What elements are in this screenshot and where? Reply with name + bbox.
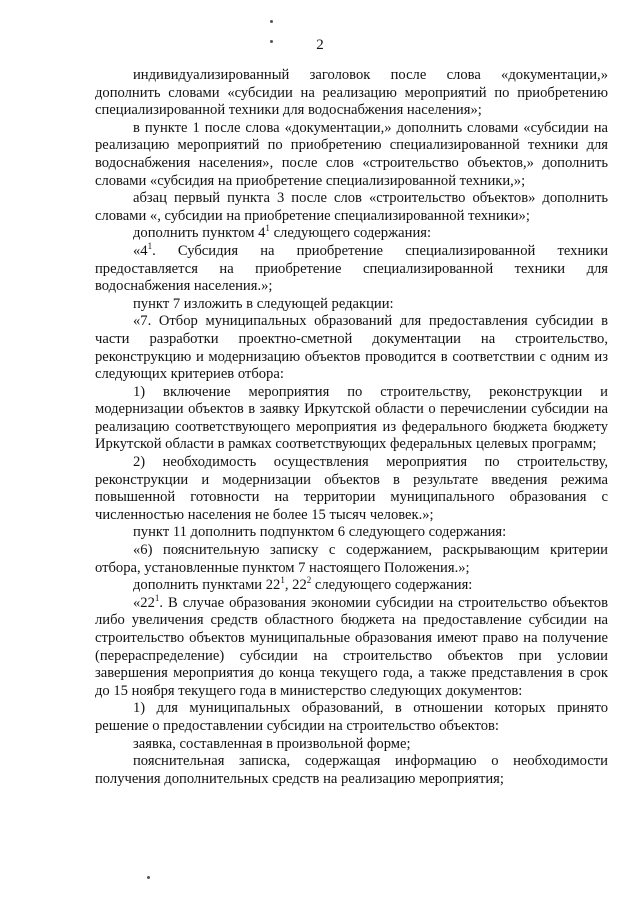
scan-speck [147, 876, 150, 879]
document-body [95, 67, 608, 788]
paragraph: пункт 11 дополнить подпунктом 6 следующего содержания: [133, 524, 507, 541]
text-run: «4 [133, 242, 148, 259]
paragraph: «6) пояснительную записку с содержанием, раскрывающим критерии отбора, установленные пунктом 7 настоящего Положения.»; [95, 542, 608, 576]
superscript: 1 [154, 592, 160, 603]
paragraph [95, 592, 608, 701]
paragraph: 2) необходимость осуществления мероприятия по строительству, реконструкции и модернизации объектов в результате введения режима повышенной готовности на территории муниципального образования с численностью населения не более 15 тысяч человек.»; [95, 454, 608, 523]
paragraph: 1) для муниципальных образований, в отношении которых принято решение о предоставлении субсидии на строительство объектов: [95, 700, 608, 734]
text-run: дополнить пунктом 4 [133, 225, 266, 242]
scan-speck [270, 20, 273, 23]
paragraph: пункт 7 изложить в следующей редакции: [133, 295, 394, 312]
text-run: . Субсидия на приобретение специализированной техники предоставляется на приобретение специализированной техники для водоснабжения населения.»; [95, 242, 608, 295]
superscript: 2 [306, 575, 312, 586]
text-run: . В случае образования экономии субсидии на строительство объектов либо увеличения средств областного бюджета на предоставление субсидии на строительство объектов муниципальные образования имеют право на получение (перераспределение) субсидии на строительство объектов при условии завершения мероприятия до конца текущего года, а также представления в срок до 15 ноября текущего года в министерство следующих документов: [95, 594, 608, 699]
paragraph [95, 243, 608, 296]
text-run: «22 [133, 594, 155, 611]
superscript: 1 [265, 223, 270, 234]
superscript: 1 [147, 241, 153, 252]
paragraph: в пункте 1 после слова «документации,» дополнить словами «субсидии на реализацию мероприятий по приобретению специализированной техники для водоснабжения населения», после слов «строительство объектов,» дополнить словами «субсидия на приобретение специализированной техники,»; [95, 119, 608, 189]
paragraph: абзац первый пункта 3 после слов «строительство объектов» дополнить словами «, субсидии на приобретение специализированной техники»; [95, 190, 608, 224]
paragraph [95, 225, 608, 243]
paragraph [95, 577, 608, 595]
text-run: следующего содержания: [269, 225, 432, 242]
text-run: следующего содержания: [311, 577, 473, 594]
paragraph: 1) включение мероприятия по строительству, реконструкции и модернизации объектов в заявку Иркутской области о перечислении субсидии на реализацию соответствующего мероприятия из федерального бюджета бюджету Иркутской области в рамках соответствующих федеральных целевых программ; [95, 383, 608, 453]
text-run: дополнить пунктами 22 [133, 577, 281, 594]
paragraph: заявка, составленная в произвольной форме; [133, 735, 411, 752]
paragraph: «7. Отбор муниципальных образований для предоставления субсидии в части разработки проектно-сметной документации на строительство, реконструкцию и модернизацию объектов проводится в соответствии с одним из следующих критериев отбора: [95, 313, 608, 383]
text-run: , 22 [284, 577, 307, 594]
superscript: 1 [280, 575, 285, 586]
page-number: 2 [316, 37, 324, 53]
paragraph: индивидуализированный заголовок после слова «документации,» дополнить словами «субсидии на реализацию мероприятий по приобретению специализированной техники для водоснабжения населения»; [95, 67, 608, 119]
paragraph: пояснительная записка, содержащая информацию о необходимости получения дополнительных средств на реализацию мероприятия; [95, 753, 608, 787]
